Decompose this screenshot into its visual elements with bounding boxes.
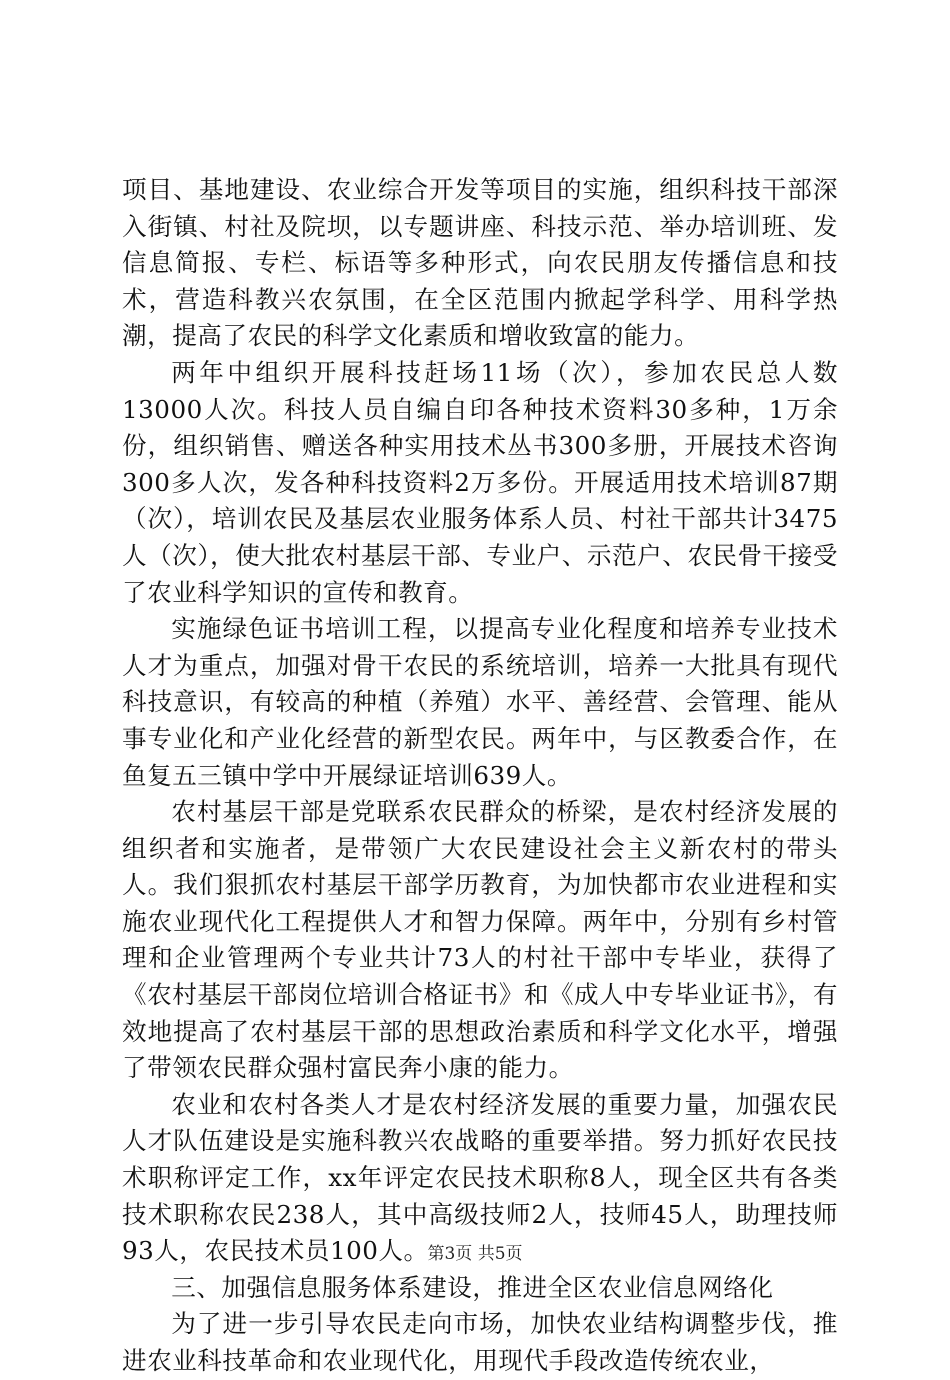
paragraph-1: 项目、基地建设、农业综合开发等项目的实施，组织科技干部深入街镇、村社及院坝，以专题讲座、科技示范、举办培训班、发信息简报、专栏、标语等多种形式，向农民朋友传播信息和技术，营造科教兴农氛围，在全区范围内掀起学科学、用科学热潮，提高了农民的科学文化素质和增收致富的能力。: [122, 175, 838, 351]
paragraph-3: 实施绿色证书培训工程，以提高专业化程度和培养专业技术人才为重点，加强对骨干农民的系统培训，培养一大批具有现代科技意识，有较高的种植（养殖）水平、善经营、会管理、能从事专业化和产业化经营的新型农民。两年中，与区教委合作，在鱼复五三镇中学中开展绿证培训639人。: [122, 614, 838, 790]
paragraph-5: 农业和农村各类人才是农村经济发展的重要力量，加强农民人才队伍建设是实施科教兴农战略的重要举措。努力抓好农民技术职称评定工作，xx年评定农民技术职称8人，现全区共有各类技术职称农民238人，其中高级技师2人，技师45人，助理技师93人，农民技术员100人。: [122, 1089, 838, 1266]
section-heading: 三、加强信息服务体系建设，推进全区农业信息网络化: [171, 1272, 774, 1302]
page-footer: 第3页 共5页: [427, 1244, 523, 1264]
paragraph-4: 农村基层干部是党联系农民群众的桥梁，是农村经济发展的组织者和实施者，是带领广大农民建设社会主义新农村的带头人。我们狠抓农村基层干部学历教育，为加快都市农业进程和实施农业现代化工程提供人才和智力保障。两年中，分别有乡村管理和企业管理两个专业共计73人的村社干部中专毕业，获得了《农村基层干部岗位培训合格证书》和《成人中专毕业证书》，有效地提高了农村基层干部的思想政治素质和科学文化水平，增强了带领农民群众强村富民奔小康的能力。: [122, 797, 838, 1083]
paragraph-2: 两年中组织开展科技赶场11场（次），参加农民总人数13000人次。科技人员自编自印各种技术资料30多种，1万余份，组织销售、赠送各种实用技术丛书300多册，开展技术咨询300多人次，发各种科技资料2万多份。开展适用技术培训87期（次），培训农民及基层农业服务体系人员、村社干部共计3475人（次），使大批农村基层干部、专业户、示范户、农民骨干接受了农业科学知识的宣传和教育。: [122, 357, 838, 607]
document-body: [122, 172, 838, 1380]
paragraph-6: 为了进一步引导农民走向市场，加快农业结构调整步伐，推进农业科技革命和农业现代化，用现代手段改造传统农业，: [122, 1309, 838, 1375]
